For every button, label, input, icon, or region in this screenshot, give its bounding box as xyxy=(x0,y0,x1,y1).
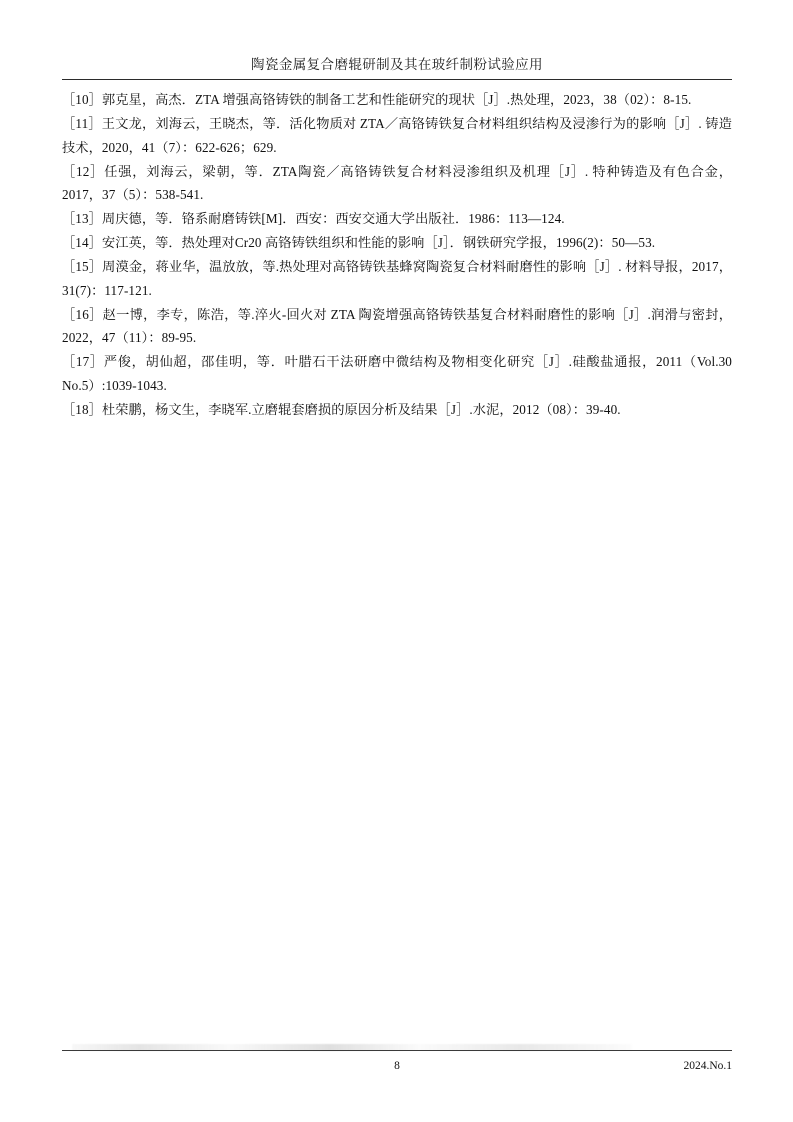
footer-divider xyxy=(62,1050,732,1051)
running-header: 陶瓷金属复合磨辊研制及其在玻纤制粉试验应用 xyxy=(251,57,543,72)
page-content-area xyxy=(62,0,732,1122)
reference-item: ［10］郭克星，高杰．ZTA 增强高铬铸铁的制备工艺和性能研究的现状［J］.热处理，2023，38（02）：8-15. xyxy=(62,92,692,107)
reference-item: ［14］安江英，等．热处理对Cr20 高铬铸铁组织和性能的影响［J］．钢铁研究学报，1996(2)：50—53. xyxy=(62,235,656,250)
reference-list xyxy=(62,88,732,422)
page-footer xyxy=(62,1056,732,1076)
page-number: 8 xyxy=(394,1060,400,1072)
reference-item: ［16］赵一博，李专，陈浩，等.淬火-回火对 ZTA 陶瓷增强高铬铸铁基复合材料耐磨性的影响［J］.润滑与密封，2022，47（11）：89-95. xyxy=(62,306,732,345)
reference-item: ［15］周漠金，蒋业华，温放放，等.热处理对高铬铸铁基蜂窝陶瓷复合材料耐磨性的影响［J］. 材料导报，2017，31(7)：117-121. xyxy=(62,259,732,298)
reference-item: ［17］严俊，胡仙超，邵佳明，等．叶腊石干法研磨中微结构及物相变化研究［J］.硅酸盐通报，2011（Vol.30 No.5）:1039-1043. xyxy=(62,354,732,393)
reference-item: ［11］王文龙，刘海云，王晓杰，等．活化物质对 ZTA／高铬铸铁复合材料组织结构及浸渗行为的影响［J］. 铸造技术，2020，41（7）：622-626；629. xyxy=(62,116,732,155)
header-divider xyxy=(62,79,732,80)
reference-item: ［13］周庆德，等．铬系耐磨铸铁[M]．西安：西安交通大学出版社．1986：113—124. xyxy=(62,211,565,226)
reference-item: ［18］杜荣鹏，杨文生，李晓军.立磨辊套磨损的原因分析及结果［J］.水泥，2012（08）：39-40. xyxy=(62,401,621,417)
issue-label: 2024.No.1 xyxy=(683,1060,732,1072)
reference-item: ［12］任强，刘海云，梁朝，等．ZTA陶瓷／高铬铸铁复合材料浸渗组织及机理［J］. 特种铸造及有色合金，2017，37（5）：538-541. xyxy=(62,163,732,202)
